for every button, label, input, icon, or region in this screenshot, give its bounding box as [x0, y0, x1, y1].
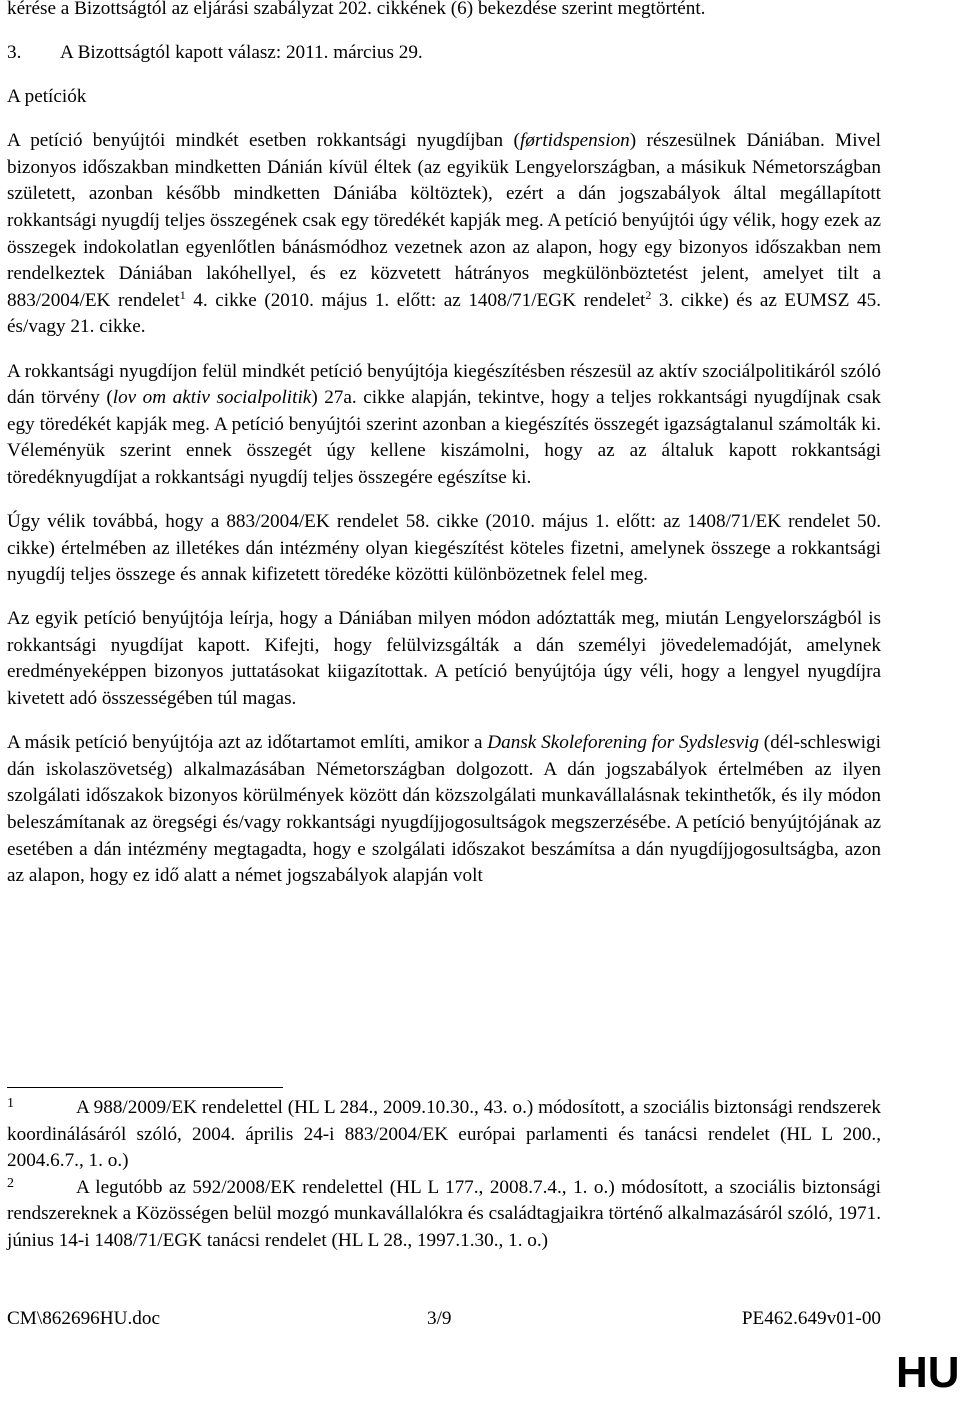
text-span: 3. cikke) és az EUMSZ 45. és/vagy 21. cikke. — [7, 289, 881, 338]
language-badge: HU — [896, 1348, 960, 1397]
footnote-1-text: A 988/2009/EK rendelettel (HL L 284., 2009.10.30., 43. o.) módosított, a szociális biztonsági rendszerek koordinálásáról szóló, 2004. április 24-i 883/2004/EK európai parlamenti és tanácsi rendelet (HL L 200., 2004.6.7., 1. o.) — [7, 1097, 881, 1172]
text-span: ) részesülnek Dániában. Mivel bizonyos időszakban mindketten Dánián kívül éltek (az egyikük Lengyelországban, a másikuk Németországban született, azonban később mindketten Dániába költöztek), ezért a dán jogszabályok által megállapított rokkantsági nyugdíj teljes összegének csak egy töredékét kapják meg. A petíció benyújtói úgy vélik, hogy ezek az összegek indokolatlan egyenlőtlen bánásmódhoz vezetnek azon az alapon, hogy egy bizonyos időszakban nem rendelkeztek Dániában lakóhellyel, és ez közvetett hátrányos megkülönböztetést jelent, amelyet tilt a 883/2004/EK rendelet — [7, 130, 881, 311]
paragraph-4: Az egyik petíció benyújtója leírja, hogy a Dániában milyen módon adóztatták meg, miután Lengyelországból is rokkantsági nyugdíjat kapott. Kifejti, hogy felülvizsgálták a dán személyi jövedelemadóját, amelynek eredményeképpen bizonyos juttatásokat kiigazítottak. A petíció benyújtója úgy véli, hogy a lengyel nyugdíjra kivetett adó összességében túl magas. — [7, 608, 881, 710]
footnote-2-text: A legutóbb az 592/2008/EK rendelettel (HL L 177., 2008.7.4., 1. o.) módosított, a szociális biztonsági rendszereknek a Közösségen belül mozgó munkavállalókra és családtagjaikra történő alkalmazásáról szóló, 1971. június 14-i 1408/71/EGK tanácsi rendelet (HL L 28., 1997.1.30., 1. o.) — [7, 1176, 881, 1251]
paragraph-1 — [7, 128, 881, 341]
doc-reference: CM\862696HU.doc — [7, 1308, 160, 1329]
footnote-2: 2 A legutóbb az 592/2008/EK rendelettel (HL L 177., 2008.7.4., 1. o.) módosított, a szociális biztonsági rendszereknek a Közösségen belül mozgó munkavállalókra és családtagjaikra történő alkalmazásáról szóló, 1971. június 14-i 1408/71/EGK tanácsi rendelet (HL L 28., 1997.1.30., 1. o.) — [7, 1175, 881, 1251]
section-number: 3. — [7, 42, 22, 64]
italic-term: førtidspension — [519, 130, 630, 152]
footnote-1: 1 A 988/2009/EK rendelettel (HL L 284., 2009.10.30., 43. o.) módosított, a szociális biztonsági rendszerek koordinálásáról szóló, 2004. április 24-i 883/2004/EK európai parlamenti és tanácsi rendelet (HL L 200., 2004.6.7., 1. o.) — [7, 1096, 881, 1172]
pe-reference: PE462.649v01-00 — [741, 1308, 881, 1329]
text-span: (dél-schleswigi dán iskolaszövetség) alkalmazásában Németországban dolgozott. A dán jogszabályok értelmében az ilyen szolgálati időszakok bizonyos körülmények között dán közszolgálati munkavállalásnak tekinthetők, és ily módon beleszámítanak az öregségi és/vagy rokkantsági nyugdíjjogosultságok megszerzésébe. A petíció benyújtójának az esetében a dán intézmény megtagadta, hogy e szolgálati időszakot beszámítsa a dán nyugdíjjogosultságba, azon az alapon, hogy ez idő alatt a német jogszabályok alapján volt — [7, 732, 881, 887]
paragraph-3: Úgy vélik továbbá, hogy a 883/2004/EK rendelet 58. cikke (2010. május 1. előtt: az 1408/71/EK rendelet 50. cikke) értelmében az illetékes dán intézmény olyan kiegészítést köteles fizetni, amelynek összege a rokkantsági nyugdíj teljes összege és annak kifizetett töredéke közötti különbözetnek felel meg. — [7, 511, 881, 586]
text-span: A petíció benyújtói mindkét esetben rokkantsági nyugdíjban ( — [7, 130, 520, 152]
paragraph-continuation: kérése a Bizottságtól az eljárási szabályzat 202. cikkének (6) bekezdése szerint megtörtént. — [7, 0, 706, 19]
page-number: 3/9 — [427, 1308, 452, 1329]
footnotes — [7, 1095, 881, 1255]
text-span: ) 27a. cikke alapján, tekintve, hogy a teljes rokkantsági nyugdíjnak csak egy töredékét kapják meg. A petíció benyújtói szerint azonban a kiegészítés összegét igazságtalanul számolták ki. Véleményük szerint ennek összegét úgy kellene kiszámolni, hogy az az általuk kapott rokkantsági töredéknyugdíjat a rokkantsági nyugdíj teljes összegére egészítse ki. — [7, 387, 881, 488]
footnote-separator — [7, 1087, 283, 1088]
section-heading — [7, 40, 881, 67]
paragraph-2 — [7, 359, 881, 492]
italic-term: lov om aktiv socialpolitik — [112, 387, 312, 409]
text-span: A másik petíció benyújtója azt az időtartamot említi, amikor a — [7, 732, 488, 754]
footnote-ref-2[interactable]: 2 — [645, 287, 652, 302]
footnote-ref-1[interactable]: 1 — [179, 287, 186, 302]
section-title: A Bizottságtól kapott válasz: 2011. március 29. — [60, 42, 423, 64]
italic-term: Dansk Skoleforening for Sydslesvig — [487, 732, 759, 754]
body-text — [7, 0, 881, 890]
text-span: A rokkantsági nyugdíjon felül mindkét petíció benyújtója kiegészítésben részesül az aktív szociálpolitikáról szóló dán törvény ( — [7, 360, 881, 409]
page-footer — [7, 1306, 881, 1336]
subheading-petitions: A petíciók — [7, 86, 87, 108]
text-span: 4. cikke (2010. május 1. előtt: az 1408/71/EGK rendelet — [185, 289, 646, 311]
paragraph-5 — [7, 730, 881, 890]
